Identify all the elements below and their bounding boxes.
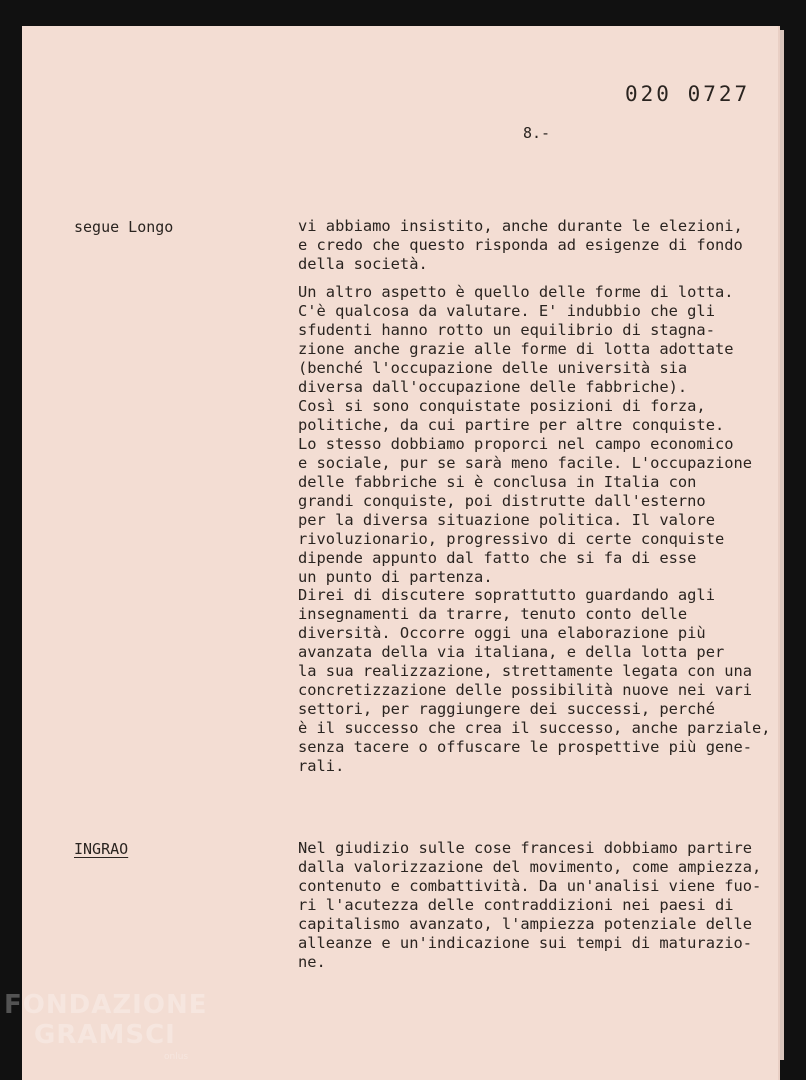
watermark-line-2: GRAMSCI <box>34 1020 176 1050</box>
text-line: rali. <box>298 757 345 775</box>
text-line: Un altro aspetto è quello delle forme di lotta. <box>298 283 734 301</box>
watermark-small: onlus <box>164 1052 189 1062</box>
text-line: alleanze e un'indicazione sui tempi di maturazio- <box>298 934 753 952</box>
paragraph-1 <box>298 217 776 274</box>
speaker-label-longo: segue Longo <box>74 218 174 236</box>
text-line: diversità. Occorre oggi una elaborazione più <box>298 624 706 642</box>
text-line: è il successo che crea il successo, anche parziale, <box>298 719 771 737</box>
text-line: un punto di partenza. <box>298 568 493 586</box>
text-line: zione anche grazie alle forme di lotta adottate <box>298 340 734 358</box>
watermark-line-1: FONDAZIONE <box>4 990 208 1020</box>
text-line: delle fabbriche si è conclusa in Italia con <box>298 473 697 491</box>
text-line: capitalismo avanzato, l'ampiezza potenziale delle <box>298 915 753 933</box>
text-line: Nel giudizio sulle cose francesi dobbiamo partire <box>298 839 753 857</box>
text-line: e credo che questo risponda ad esigenze di fondo <box>298 236 743 254</box>
text-line: dalla valorizzazione del movimento, come ampiezza, <box>298 858 762 876</box>
text-line: Direi di discutere soprattutto guardando agli <box>298 586 715 604</box>
text-line: insegnamenti da trarre, tenuto conto delle <box>298 605 688 623</box>
text-line: la sua realizzazione, strettamente legata con una <box>298 662 753 680</box>
text-line: grandi conquiste, poi distrutte dall'esterno <box>298 492 706 510</box>
text-line: rivoluzionario, progressivo di certe conquiste <box>298 530 725 548</box>
text-line: della società. <box>298 255 428 273</box>
text-line: diversa dall'occupazione delle fabbriche). <box>298 378 688 396</box>
text-line: e sociale, pur se sarà meno facile. L'occupazione <box>298 454 753 472</box>
text-line: (benché l'occupazione delle università sia <box>298 359 688 377</box>
paragraph-2 <box>298 283 776 587</box>
text-line: per la diversa situazione politica. Il valore <box>298 511 715 529</box>
fondazione-gramsci-watermark <box>4 990 208 1062</box>
text-line: vi abbiamo insistito, anche durante le elezioni, <box>298 217 743 235</box>
text-line: concretizzazione delle possibilità nuove nei vari <box>298 681 753 699</box>
document-number: 020 0727 <box>625 82 751 106</box>
text-line: Così si sono conquistate posizioni di forza, <box>298 397 706 415</box>
text-line: contenuto e combattività. Da un'analisi viene fuo- <box>298 877 762 895</box>
text-line: ri l'acutezza delle contraddizioni nei paesi di <box>298 896 734 914</box>
text-line: settori, per raggiungere dei successi, perché <box>298 700 715 718</box>
page-edge <box>780 30 784 1060</box>
text-line: politiche, da cui partire per altre conquiste. <box>298 416 725 434</box>
text-line: avanzata della via italiana, e della lotta per <box>298 643 725 661</box>
text-line: dipende appunto dal fatto che si fa di esse <box>298 549 697 567</box>
paragraph-3 <box>298 586 776 776</box>
text-line: C'è qualcosa da valutare. E' indubbio che gli <box>298 302 715 320</box>
text-line: senza tacere o offuscare le prospettive più gene- <box>298 738 753 756</box>
speaker-label-ingrao: INGRAO <box>74 840 129 858</box>
text-line: sfudenti hanno rotto un equilibrio di stagna- <box>298 321 715 339</box>
text-line: ne. <box>298 953 326 971</box>
page-number: 8.- <box>523 124 551 142</box>
text-line: Lo stesso dobbiamo proporci nel campo economico <box>298 435 734 453</box>
paragraph-4 <box>298 839 776 972</box>
